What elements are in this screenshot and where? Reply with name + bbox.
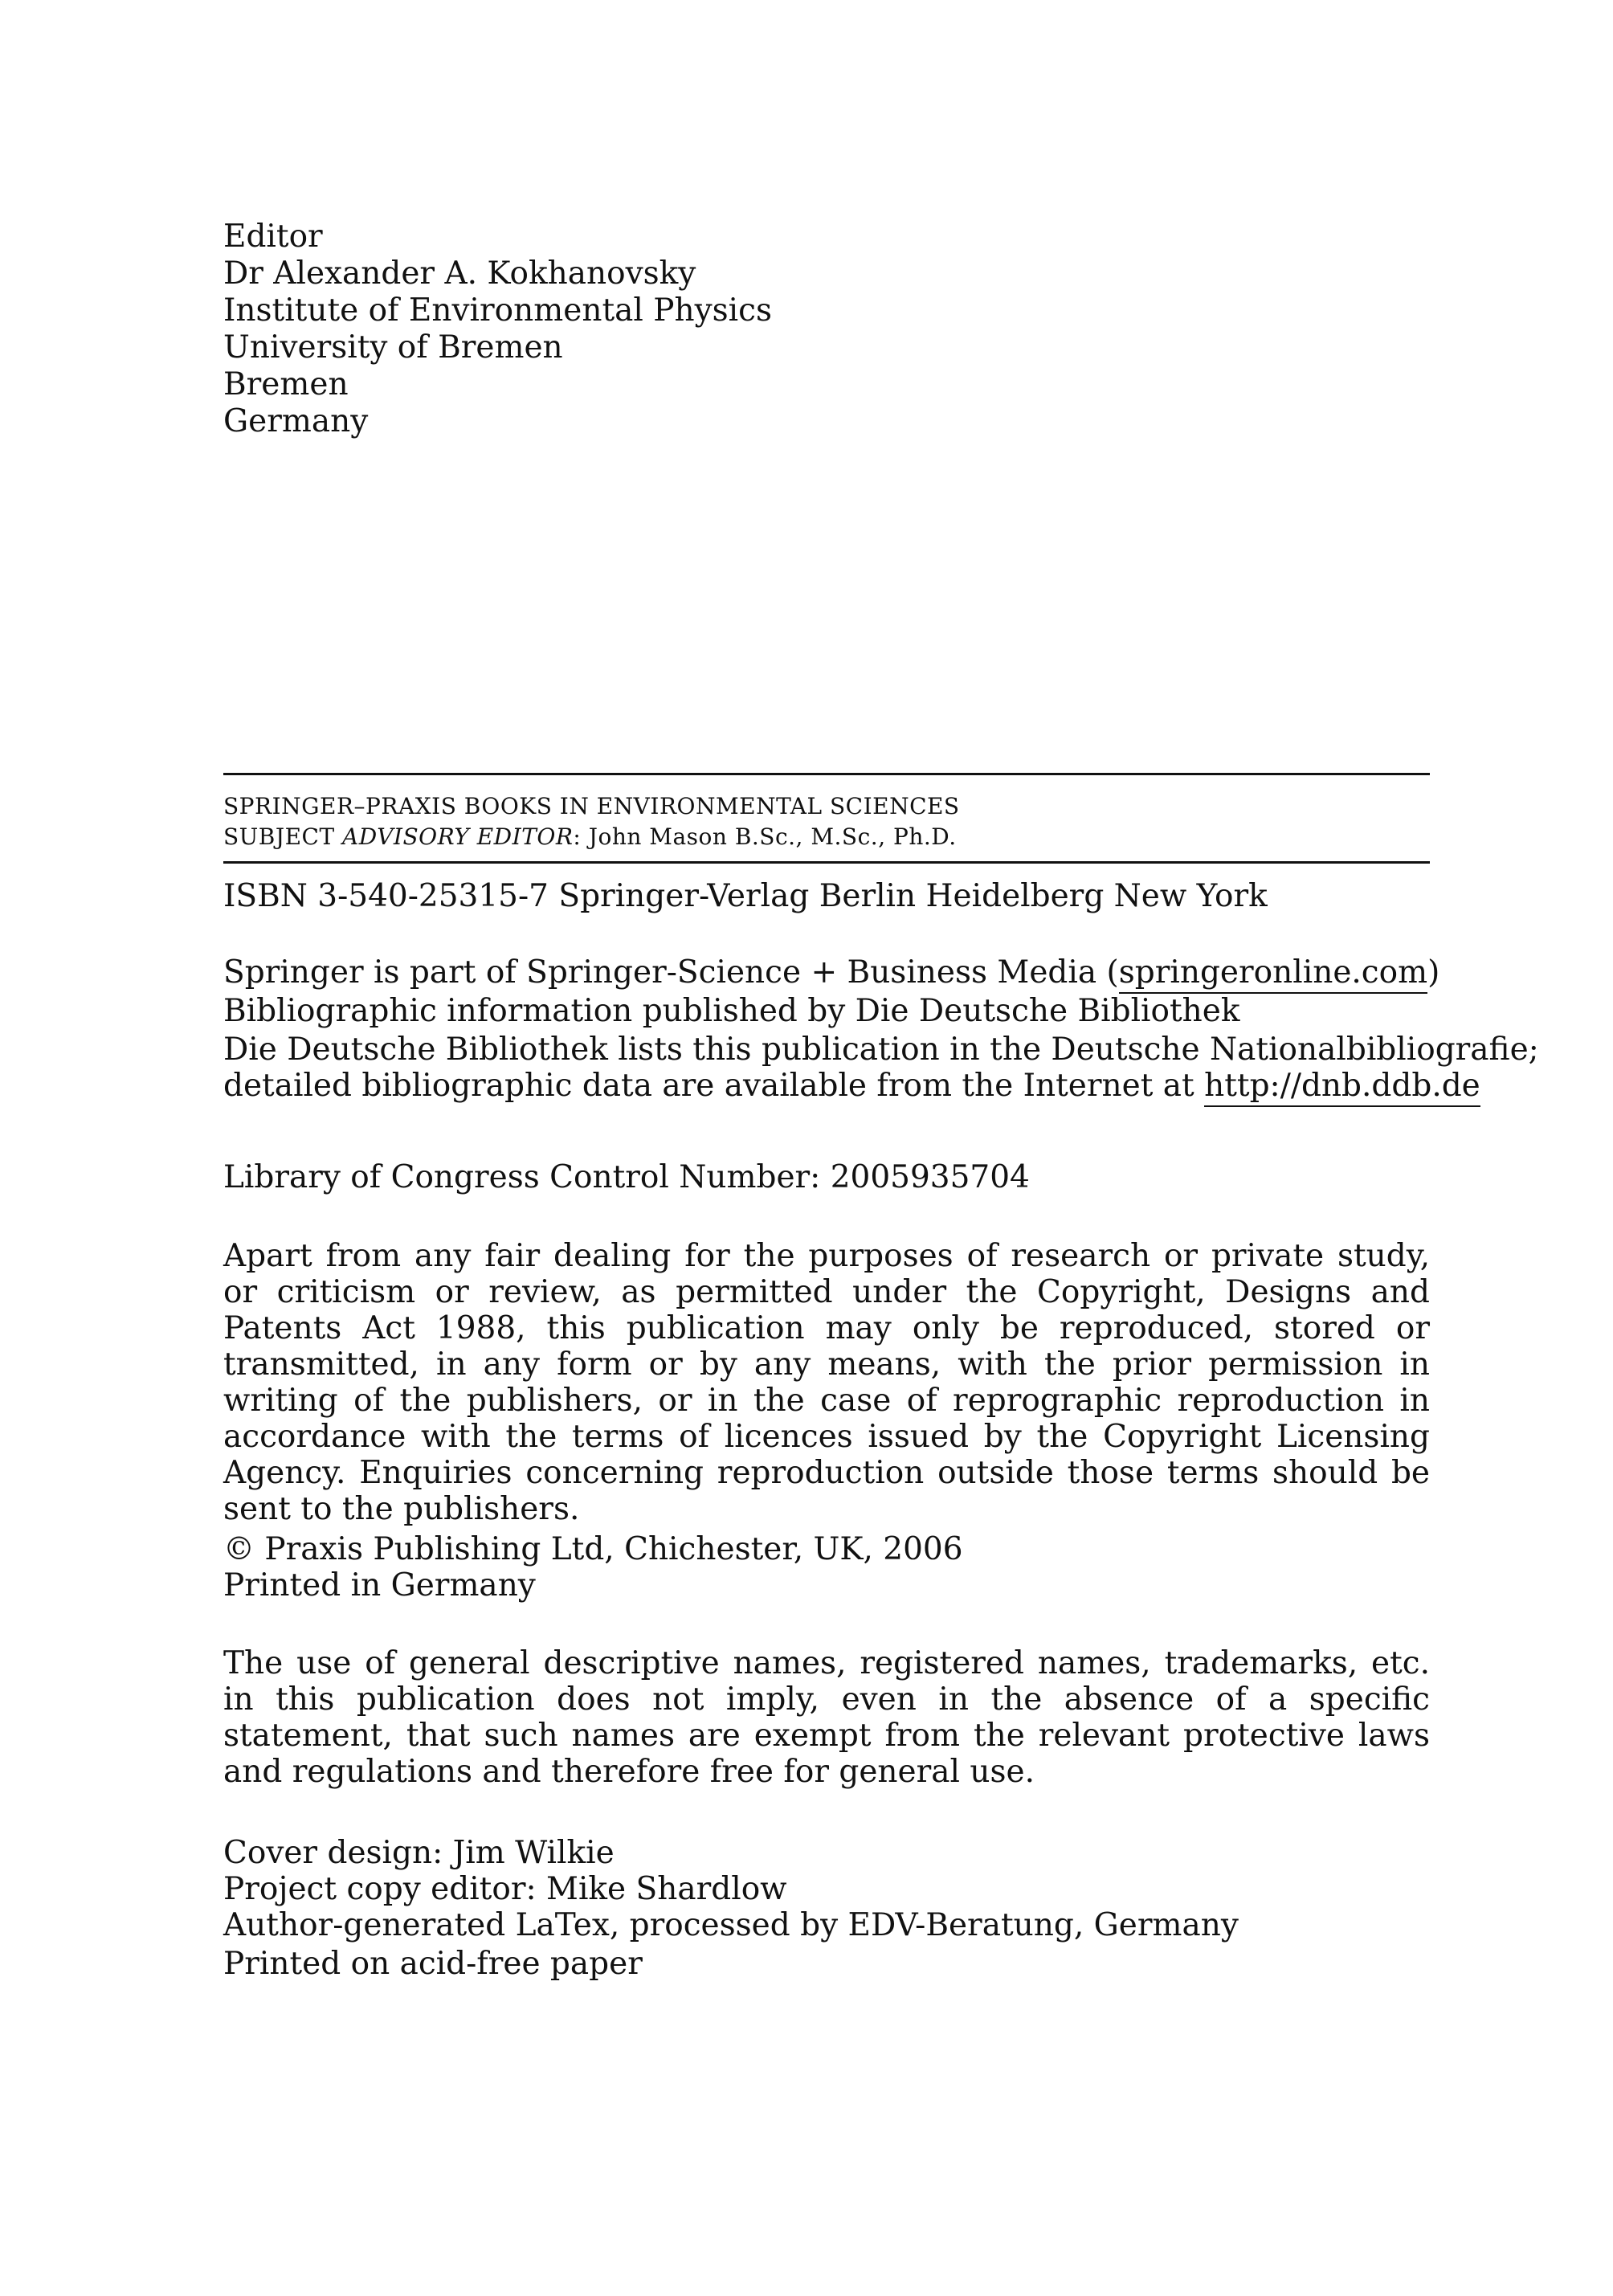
listing-line-2 (223, 1068, 1480, 1106)
printed-in: Printed in Germany (223, 1567, 536, 1604)
typesetting-credit: Author-generated LaTex, processed by EDV-Beratung, Germany (223, 1907, 1239, 1943)
use-notice-paragraph: The use of general descriptive names, registered names, trademarks, etc. in this publication does not imply, even in the absence of a specific statement, that such names are exempt from the relevant protective laws and regulations and therefore free for general use. (223, 1645, 1430, 1790)
series-advisor-name: : John Mason B.Sc., M.Sc., Ph.D. (573, 823, 957, 850)
editor-city: Bremen (223, 366, 349, 402)
cover-design-credit: Cover design: Jim Wilkie (223, 1835, 615, 1871)
springer-part-of-text: Springer is part of Springer-Science + Business Media ( (223, 954, 1119, 991)
credits-block (223, 1835, 1430, 1943)
springeronline-link[interactable]: springeronline.com (1119, 954, 1427, 994)
isbn-line: ISBN 3-540-25315-7 Springer-Verlag Berlin Heidelberg New York (223, 878, 1268, 914)
series-advisor-line (223, 822, 1430, 852)
dnb-link[interactable]: http://dnb.ddb.de (1204, 1068, 1480, 1107)
editor-name: Dr Alexander A. Kokhanovsky (223, 255, 696, 292)
editor-role: Editor (223, 219, 323, 255)
series-title: SPRINGER–PRAXIS BOOKS IN ENVIRONMENTAL SCIENCES (223, 793, 960, 819)
listing-line-1: Die Deutsche Bibliothek lists this publication in the Deutsche Nationalbibliografie; (223, 1032, 1539, 1068)
lcc-block (223, 1159, 1430, 1195)
editor-university: University of Bremen (223, 329, 563, 366)
series-advisor-prefix: SUBJECT (223, 823, 343, 850)
series-block (223, 791, 1430, 852)
rights-paragraph: Apart from any fair dealing for the purposes of research or private study, or criticism or review, as permitted under the Copyright, Designs and Patents Act 1988, this publication may only be reproduced, stored or transmitted, in any form or by any means, with the prior permission in writing of the publishers, or in the case of reprographic reproduction in accordance with the terms of licences issued by the Copyright Licensing Agency. Enquiries concerning reproduction outside those terms should be sent to the publishers. (223, 1238, 1430, 1527)
copyright-block (223, 1531, 1430, 1604)
isbn-block (223, 878, 1430, 914)
paper-notice: Printed on acid-free paper (223, 1946, 643, 1982)
bibliographic-info-line: Bibliographic information published by Die Deutsche Bibliothek (223, 993, 1240, 1029)
paper-block (223, 1946, 1430, 1982)
listing-line-2-text: detailed bibliographic data are available from the Internet at (223, 1068, 1205, 1104)
use-notice-block (223, 1645, 1430, 1790)
series-bottom-rule (223, 861, 1430, 864)
springer-part-of-close: ) (1427, 954, 1440, 991)
copy-editor-credit: Project copy editor: Mike Shardlow (223, 1871, 787, 1907)
rights-block (223, 1238, 1430, 1527)
editor-institute: Institute of Environmental Physics (223, 292, 772, 329)
springer-part-of-line (223, 954, 1440, 993)
editor-country: Germany (223, 403, 369, 439)
lcc-number: Library of Congress Control Number: 2005935704 (223, 1159, 1030, 1195)
series-advisor-label: ADVISORY EDITOR (342, 823, 574, 850)
series-top-rule (223, 773, 1430, 775)
springer-block (223, 954, 1539, 1106)
copyright-notice: © Praxis Publishing Ltd, Chichester, UK, 2006 (223, 1531, 963, 1567)
editor-address-block (223, 219, 1430, 440)
